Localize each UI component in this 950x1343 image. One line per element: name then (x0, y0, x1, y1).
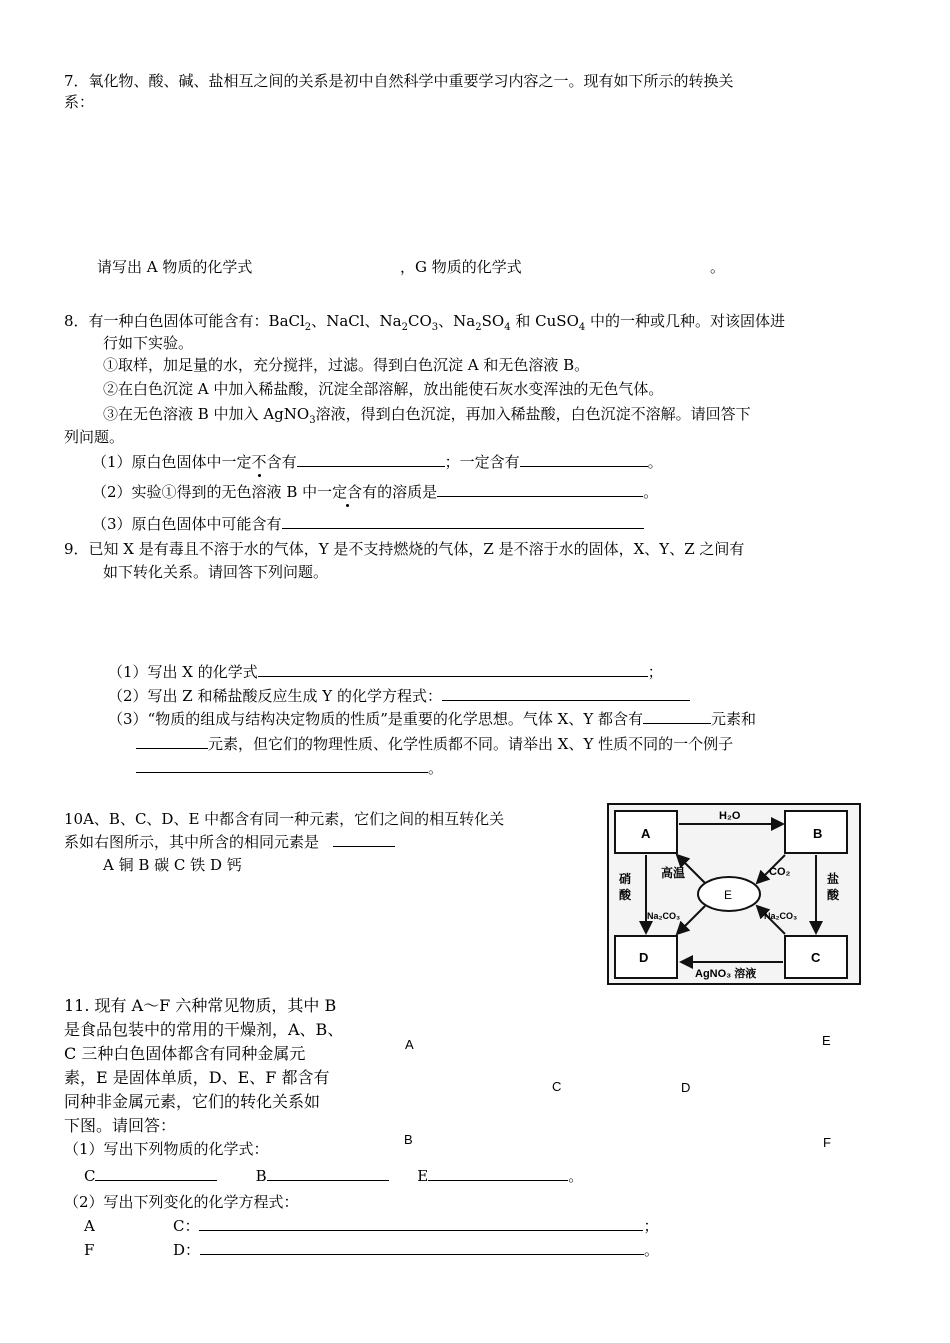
q11-l6: 下图。请回答： (64, 1116, 177, 1135)
q7-ask-a: 请写出 A 物质的化学式 (97, 258, 253, 276)
answer-blank[interactable] (267, 1166, 389, 1181)
q9-line1: 9．已知 X 是有毒且不溶于水的气体，Y 是不支持燃烧的气体，Z 是不溶于水的固体，X、Y、Z 之间有 (64, 540, 745, 558)
q11-l2: 是食品包装中的常用的干燥剂，A、B、 (64, 1020, 344, 1039)
q11-diagram-d: D (681, 1080, 691, 1095)
q9-part3c: 。 (136, 758, 443, 778)
q8-step3-line2: 列问题。 (64, 428, 125, 446)
q8-line2: 行如下实验。 (103, 334, 194, 352)
answer-blank[interactable] (258, 662, 648, 677)
arrow-label-suan2: 酸 (827, 888, 840, 902)
q11-l1: 11. 现有 A～F 六种常见物质，其中 B (64, 996, 337, 1015)
box-c-label: C (811, 950, 821, 965)
q11-l3: C 三种白色固体都含有同种金属元 (64, 1044, 306, 1063)
q7-end: 。 (710, 258, 726, 276)
q11-l5: 同种非金属元素，它们的转化关系如 (64, 1092, 321, 1111)
arrow-label-suan: 酸 (619, 888, 632, 902)
q7-ask-g: ，G 物质的化学式 (400, 258, 522, 276)
q9-part3b: 元素，但它们的物理性质、化学性质都不同。请举出 X、Y 性质不同的一个例子 (136, 734, 733, 754)
q11-diagram-a: A (405, 1037, 414, 1052)
q9-part1: （1）写出 X 的化学式 ； (108, 663, 663, 681)
q11-diagram-c: C (552, 1079, 562, 1094)
q8-intro: 8．有一种白色固体可能含有：BaCl$_2$、NaCl、$Na_2CO_3$、$Na_2SO_4$ 和 CuSO$_4$ 中的一种或几种。对该固体进 (64, 312, 786, 333)
answer-blank[interactable] (643, 709, 711, 724)
q11-part2: （2）写出下列变化的化学方程式： (64, 1193, 299, 1211)
q8-question1: （1）原白色固体中一定不含有 ；一定含有 。 (92, 453, 663, 471)
arrow-label-gaowen: 高温 (661, 866, 686, 880)
box-d-label: D (639, 950, 649, 965)
q9-part3a: （3）“物质的组成与结构决定物质的性质”是重要的化学思想。气体 X、Y 都含有 元素和 (108, 710, 757, 728)
arrow-label-yan: 盐 (827, 872, 840, 886)
arrow-label-co2: CO₂ (769, 866, 791, 878)
q10-conversion-diagram (607, 803, 861, 985)
q7-line1: 7．氧化物、酸、碱、盐相互之间的关系是初中自然科学中重要学习内容之一。现有如下所示的转换关 (64, 72, 734, 90)
answer-blank[interactable] (136, 758, 428, 773)
arrow-label-na2co3-left: Na₂CO₃ (647, 911, 681, 921)
answer-blank[interactable] (437, 482, 643, 497)
arrow-label-agno3: AgNO₃ 溶液 (695, 968, 757, 980)
q11-diagram-e: E (822, 1033, 831, 1048)
arrow-label-h2o: H₂O (719, 810, 741, 822)
answer-blank[interactable] (333, 832, 395, 847)
answer-blank[interactable] (428, 1166, 568, 1181)
answer-blank[interactable] (442, 686, 690, 701)
answer-blank[interactable] (282, 514, 644, 529)
answer-blank[interactable] (199, 1216, 643, 1231)
q11-eq1-from: A (84, 1217, 95, 1235)
q11-eq2-from: F (84, 1241, 95, 1259)
arrow-label-xiao: 硝 (619, 872, 632, 886)
q8-question2: （2）实验①得到的无色溶液 B 中一定含有的溶质是 。 (92, 483, 659, 501)
q10-options: A 铜 B 碳 C 铁 D 钙 (103, 856, 242, 874)
q11-blanks: C B E 。 (84, 1167, 584, 1185)
answer-blank[interactable] (95, 1166, 217, 1181)
q11-eq2: D： 。 (173, 1241, 660, 1259)
q8-step1: ①取样，加足量的水，充分搅拌，过滤。得到白色沉淀 A 和无色溶液 B。 (103, 356, 590, 374)
q11-part1: （1）写出下列物质的化学式： (64, 1140, 269, 1158)
q7-line2: 系： (64, 93, 95, 111)
q10-line1: 10A、B、C、D、E 中都含有同一种元素，它们之间的相互转化关 (64, 810, 505, 828)
arrow-label-na2co3-right: Na₂CO₃ (764, 911, 798, 921)
q11-l4: 素，E 是固体单质，D、E、F 都含有 (64, 1068, 330, 1087)
q11-eq1: C： ； (173, 1217, 659, 1235)
answer-blank[interactable] (297, 452, 445, 467)
q8-question3: （3）原白色固体中可能含有 (92, 514, 644, 534)
q8-step2: ②在白色沉淀 A 中加入稀盐酸，沉淀全部溶解，放出能使石灰水变浑浊的无色气体。 (103, 380, 664, 398)
node-e-label: E (724, 888, 733, 902)
answer-blank[interactable] (520, 452, 648, 467)
q8-step3: ③在无色溶液 B 中加入 AgNO$_3$溶液，得到白色沉淀，再加入稀盐酸，白色沉淀不溶解。请回答下 (103, 405, 751, 426)
q11-diagram-b: B (404, 1132, 413, 1147)
answer-blank[interactable] (200, 1240, 644, 1255)
answer-blank[interactable] (136, 734, 208, 749)
q9-line2: 如下转化关系。请回答下列问题。 (103, 563, 329, 581)
q11-diagram-f: F (823, 1135, 831, 1150)
q9-part2: （2）写出 Z 和稀盐酸反应生成 Y 的化学方程式： (108, 686, 690, 706)
q10-line2: 系如右图所示，其中所含的相同元素是 (64, 832, 395, 852)
box-a-label: A (641, 826, 651, 841)
box-b-label: B (813, 826, 823, 841)
